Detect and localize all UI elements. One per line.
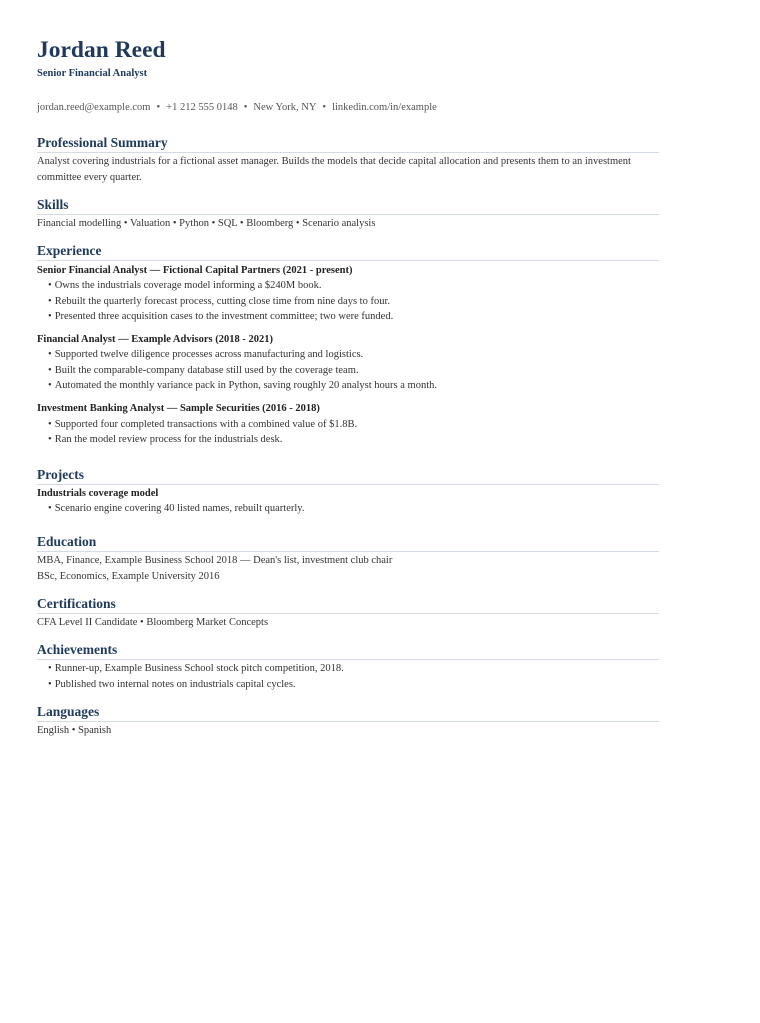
candidate-name: Jordan Reed	[37, 37, 166, 63]
job-bullet: • Automated the monthly variance pack in Python, saving roughly 20 analyst hours a month.	[48, 379, 437, 393]
job-bullet: • Owns the industrials coverage model informing a $240M book.	[48, 279, 322, 293]
project-bullet: • Scenario engine covering 40 listed names, rebuilt quarterly.	[48, 502, 304, 516]
job-title: Investment Banking Analyst — Sample Securities (2016 - 2018)	[37, 403, 320, 414]
contact-line	[37, 101, 437, 115]
skills-list: Financial modelling • Valuation • Python • SQL • Bloomberg • Scenario analysis	[37, 218, 376, 229]
job-title: Senior Financial Analyst — Fictional Capital Partners (2021 - present)	[37, 265, 353, 276]
contact-separator: •	[322, 102, 327, 113]
section-heading-skills: Skills	[37, 197, 659, 215]
section-heading-languages: Languages	[37, 704, 659, 722]
section-heading-certifications: Certifications	[37, 596, 659, 614]
contact-separator: •	[243, 102, 248, 113]
education-entry: BSc, Economics, Example University 2016	[37, 571, 220, 582]
contact-linkedin[interactable]: linkedin.com/in/example	[332, 102, 437, 113]
job-bullet: • Built the comparable-company database still used by the coverage team.	[48, 364, 359, 378]
candidate-title: Senior Financial Analyst	[37, 68, 148, 79]
section-heading-education: Education	[37, 534, 659, 552]
contact-location: New York, NY	[253, 102, 317, 113]
job-bullet: • Presented three acquisition cases to the investment committee; two were funded.	[48, 310, 393, 324]
job-bullet: • Ran the model review process for the industrials desk.	[48, 433, 282, 447]
section-heading-summary: Professional Summary	[37, 135, 659, 153]
summary-text: Analyst covering industrials for a fictional asset manager. Builds the models that decide capital allocation and presents them to an investment committee every quarter.	[37, 156, 631, 183]
contact-separator: •	[156, 102, 161, 113]
job-title: Financial Analyst — Example Advisors (2018 - 2021)	[37, 334, 273, 345]
section-heading-achievements: Achievements	[37, 642, 659, 660]
job-bullet: • Supported four completed transactions with a combined value of $1.8B.	[48, 418, 357, 432]
job-bullet: • Rebuilt the quarterly forecast process, cutting close time from nine days to four.	[48, 295, 390, 309]
achievement-bullet: • Published two internal notes on industrials capital cycles.	[48, 678, 296, 692]
achievement-bullet: • Runner-up, Example Business School stock pitch competition, 2018.	[48, 662, 344, 676]
contact-phone[interactable]: +1 212 555 0148	[166, 102, 238, 113]
section-heading-experience: Experience	[37, 243, 659, 261]
contact-email[interactable]: jordan.reed@example.com	[37, 102, 151, 113]
languages-list: English • Spanish	[37, 725, 112, 736]
section-heading-projects: Projects	[37, 467, 659, 485]
project-title: Industrials coverage model	[37, 488, 159, 499]
job-bullet: • Supported twelve diligence processes across manufacturing and logistics.	[48, 348, 363, 362]
certifications-list: CFA Level II Candidate • Bloomberg Market Concepts	[37, 617, 269, 628]
education-entry: MBA, Finance, Example Business School 2018 — Dean's list, investment club chair	[37, 555, 393, 566]
